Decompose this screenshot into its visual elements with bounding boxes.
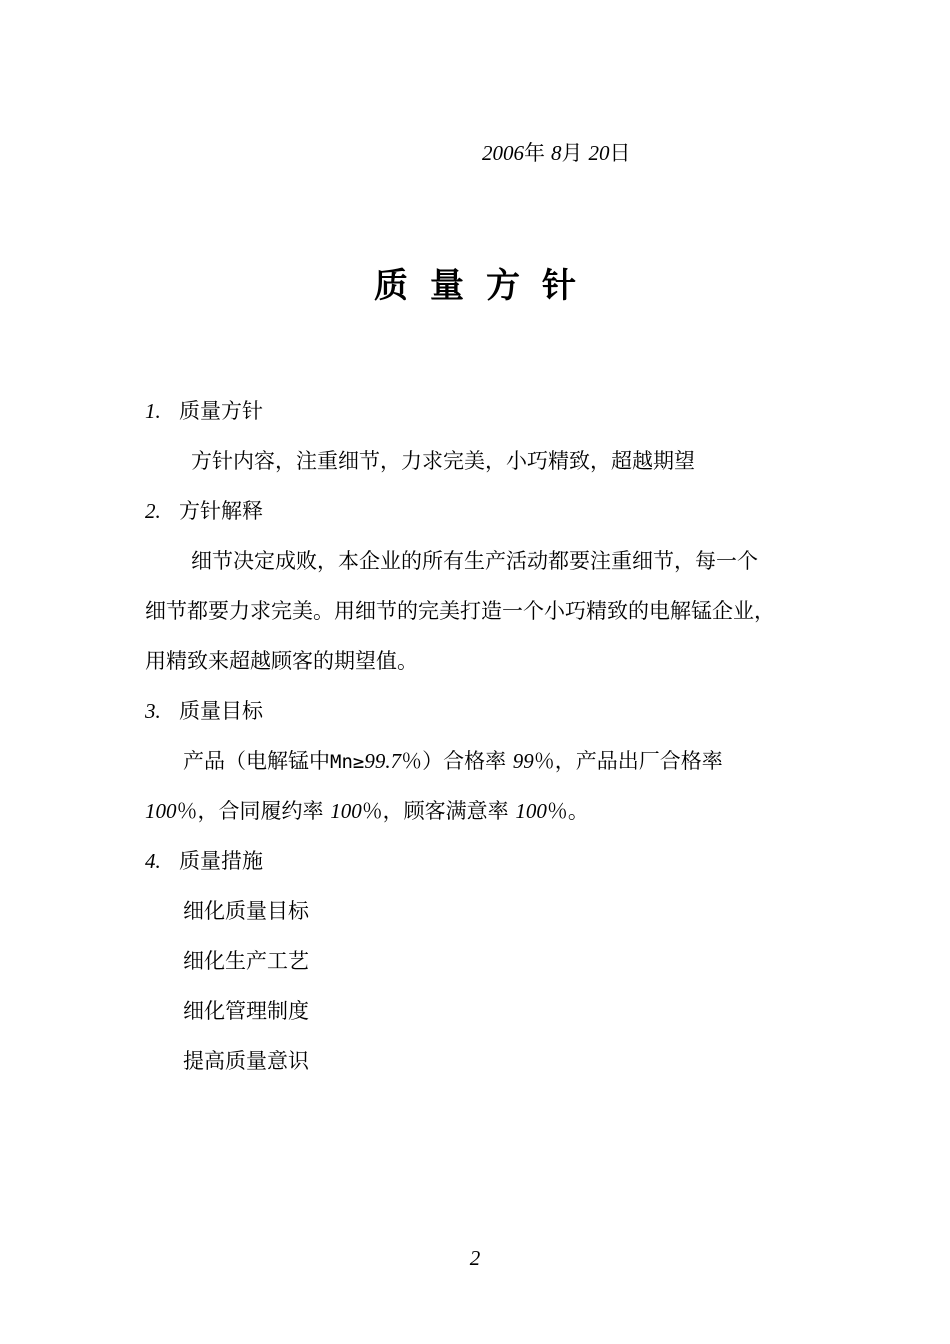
section-heading-2: 2. 方针解释 <box>145 499 263 523</box>
section-heading-4: 4. 质量措施 <box>145 849 263 873</box>
section-2-line-1: 细节决定成败，本企业的所有生产活动都要注重细节，每一个 <box>191 549 758 573</box>
document-body <box>145 395 815 1095</box>
section-heading-1: 1. 质量方针 <box>145 399 263 423</box>
page-number: 2 <box>469 1246 481 1270</box>
section-2-line-2: 细节都要力求完美。用细节的完美打造一个小巧精致的电解锰企业， <box>145 599 775 623</box>
list-item: 细化生产工艺 <box>183 949 309 973</box>
section-heading-3: 3. 质量目标 <box>145 699 263 723</box>
section-3-line-1: 产品（电解锰中Mn≥99.7％）合格率 99％，产品出厂合格率 <box>183 749 723 773</box>
list-item: 提高质量意识 <box>183 1049 309 1073</box>
page-title: 质量方针 <box>374 266 598 306</box>
document-date: 2006年 8月 20日 <box>482 141 631 165</box>
list-item: 细化质量目标 <box>183 899 309 923</box>
list-item: 细化管理制度 <box>183 999 309 1023</box>
section-1-content: 方针内容，注重细节，力求完美，小巧精致，超越期望 <box>191 449 695 473</box>
section-3-line-2: 100％，合同履约率 100％，顾客满意率 100％。 <box>145 799 589 823</box>
section-2-line-3: 用精致来超越顾客的期望值。 <box>145 649 418 673</box>
